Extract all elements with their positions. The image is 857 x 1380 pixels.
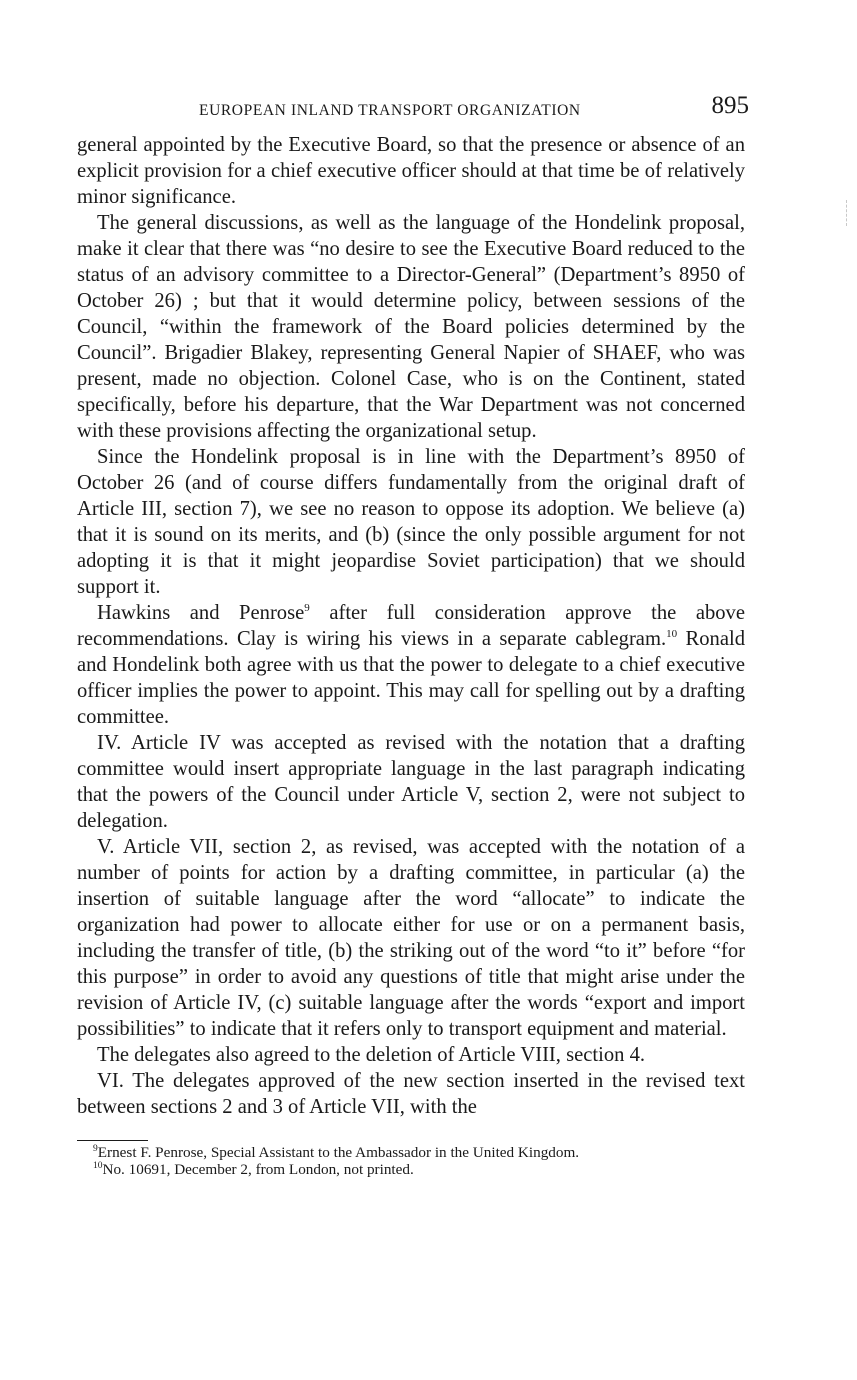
footnote-number: 9 xyxy=(93,1144,98,1154)
footnote-text: No. 10691, December 2, from London, not printed. xyxy=(102,1161,414,1178)
paragraph-new-section: VI. The delegates approved of the new section inserted in the revised text between sections 2 and 3 of Article VII, with the xyxy=(77,1070,745,1118)
scan-edge-mark xyxy=(846,200,849,226)
running-head xyxy=(77,92,749,128)
footnote-text: Ernest F. Penrose, Special Assistant to the Ambassador in the United Kingdom. xyxy=(97,1144,580,1161)
footnote-9 xyxy=(77,1144,745,1161)
paragraph-text-part: Ronald and Hondelink both agree with us that the power to delegate to a chief executive officer implies the power to appoint. This may call for spelling out by a drafting committee. xyxy=(77,628,745,728)
paragraph-article-iv: IV. Article IV was accepted as revised with the notation that a drafting committee would insert appropriate language in the last paragraph indicating that the powers of the Council under Article V, section 2, were not subject to delegation. xyxy=(77,732,745,832)
page-number: 895 xyxy=(711,92,749,119)
paragraph-text-part: after full consideration approve the above recommendations. Clay is wiring his views in a separate cablegram. xyxy=(77,602,745,650)
paragraph-text-part: Hawkins and Penrose xyxy=(97,602,305,624)
paragraph-article-vii: V. Article VII, section 2, as revised, was accepted with the notation of a number of points for action by a drafting committee, in particular (a) the insertion of suitable language after the word “allocate” to indicate the organization had power to allocate either for use or on a permanent basis, including the transfer of title, (b) the striking out of the word “to it” before “for this purpose” in order to avoid any questions of title that might arise under the revision of Article IV, (c) suitable language after the words “export and import possibilities” to indicate that it refers only to transport equipment and material. xyxy=(77,836,745,1040)
paragraph-hawkins-penrose xyxy=(77,600,745,730)
footnote-ref-9: 9 xyxy=(304,602,310,614)
footnote-10 xyxy=(77,1161,745,1178)
paragraph-general-discussions: The general discussions, as well as the language of the Hondelink proposal, make it clear that there was “no desire to see the Executive Board reduced to the status of an advisory committee to a Director-General” (Department’s 8950 of October 26) ; but that it would determine policy, between sessions of the Council, “within the framework of the Board policies determined by the Council”. Brigadier Blakey, representing General Napier of SHAEF, who was present, made no objection. Colonel Case, who is on the Continent, stated specifically, before his departure, that the War Department was not concerned with these provisions affecting the organizational setup. xyxy=(77,212,745,442)
paragraph-continued: general appointed by the Executive Board, so that the presence or absence of an explicit provision for a chief executive officer should at that time be of relatively minor significance. xyxy=(77,134,745,208)
footnotes xyxy=(77,1144,745,1178)
footnote-number: 10 xyxy=(93,1161,103,1171)
footnote-divider xyxy=(77,1140,148,1141)
footnote-ref-10: 10 xyxy=(666,628,678,640)
paragraph-article-viii: The delegates also agreed to the deletion of Article VIII, section 4. xyxy=(97,1044,646,1066)
paragraph-hondelink-proposal: Since the Hondelink proposal is in line with the Department’s 8950 of October 26 (and of course differs fundamentally from the original draft of Article III, section 7), we see no reason to oppose its adoption. We believe (a) that it is sound on its merits, and (b) (since the only possible argument for not adopting it is that it might jeopardise Soviet participation) that we should support it. xyxy=(77,446,745,598)
body-text xyxy=(77,128,745,1120)
document-page xyxy=(77,92,749,1178)
running-title: EUROPEAN INLAND TRANSPORT ORGANIZATION xyxy=(199,102,581,119)
